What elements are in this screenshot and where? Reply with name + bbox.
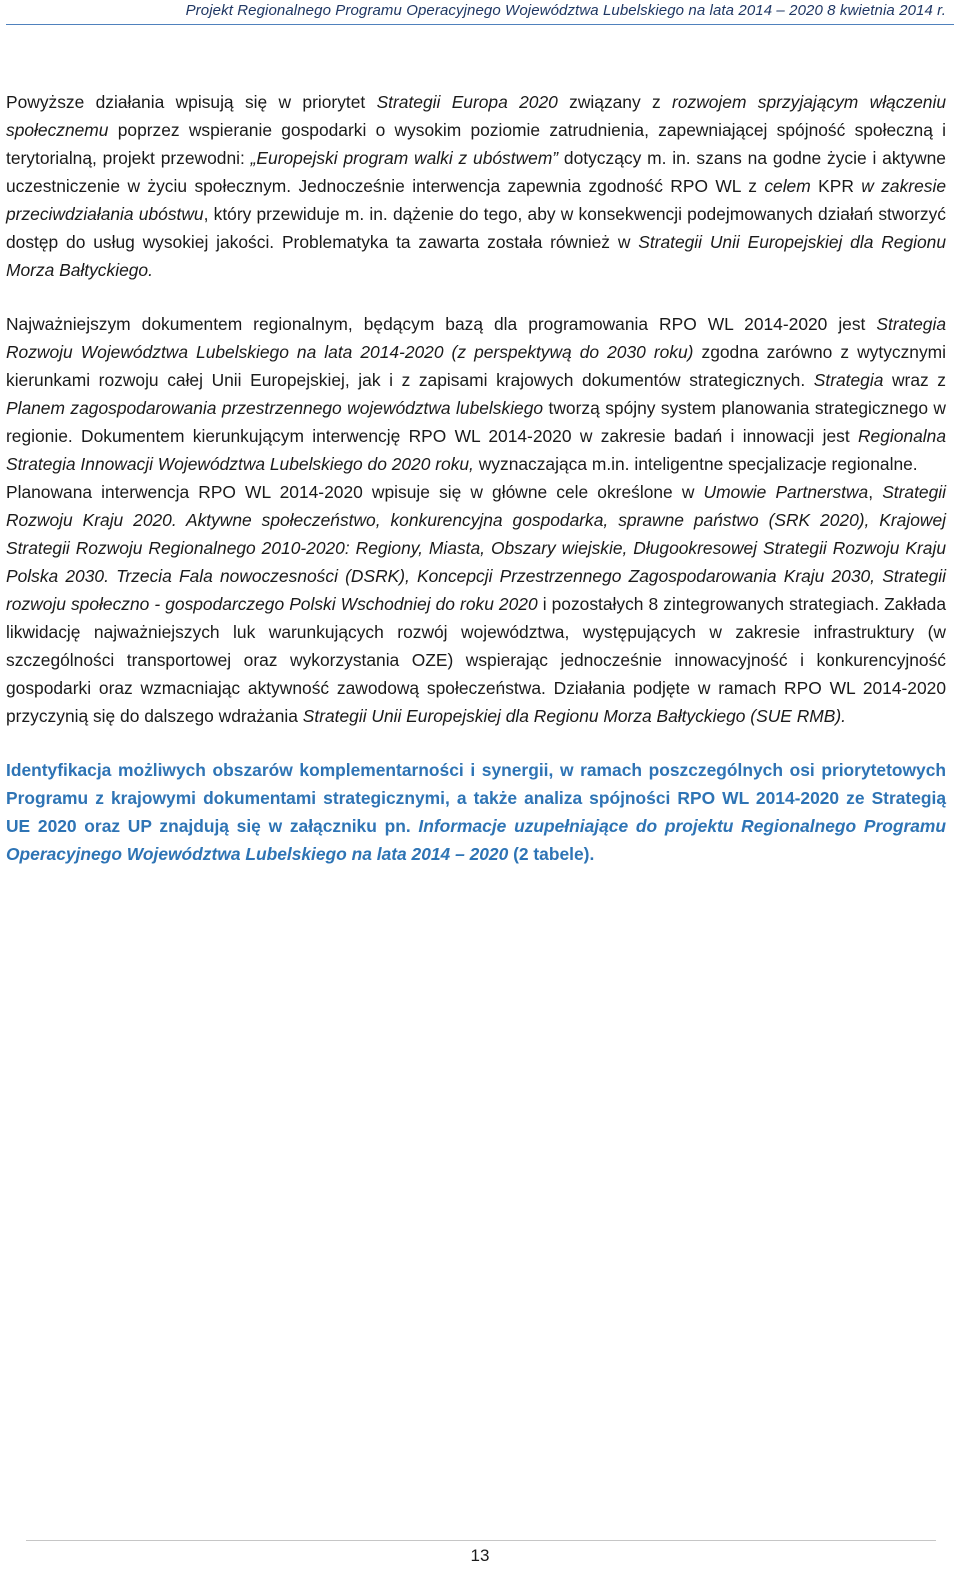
paragraph-strategia-europa: Powyższe działania wpisują się w priorytet Strategii Europa 2020 związany z rozwojem sprzyjającym włączeniu społecznemu poprzez wspieranie gospodarki o wysokim poziomie zatrudnienia, zapewniającej spójność społeczną i terytorialną, projekt przewodni: „Europejski program walki z ubóstwem” dotyczący m. in. szans na godne życie i aktywne uczestniczenie w życiu społecznym. Jednocześnie interwencja zapewnia zgodność RPO WL z celem KPR w zakresie przeciwdziałania ubóstwu, który przewiduje m. in. dążenie do tego, aby w konsekwencji podejmowanych działań stworzyć dostęp do usług wysokiej jakości. Problematyka ta zawarta została również w Strategii Unii Europejskiej dla Regionu Morza Bałtyckiego. — [6, 92, 946, 280]
header-divider — [6, 24, 954, 25]
paragraph-identyfikacja: Identyfikacja możliwych obszarów komplementarności i synergii, w ramach poszczególnych osi priorytetowych Programu z krajowymi dokumentami strategicznymi, a także analiza spójności RPO WL 2014-2020 ze Strategią UE 2020 oraz UP znajdują się w załączniku pn. Informacje uzupełniające do projektu Regionalnego Programu Operacyjnego Województwa Lubelskiego na lata 2014 – 2020 (2 tabele). — [6, 760, 947, 864]
paragraph-interwencja: Planowana interwencja RPO WL 2014-2020 wpisuje się w główne cele określone w Umowie Partnerstwa, Strategii Rozwoju Kraju 2020. Aktywne społeczeństwo, konkurencyjna gospodarka, sprawne państwo (SRK 2020), Krajowej Strategii Rozwoju Regionalnego 2010-2020: Regiony, Miasta, Obszary wiejskie, Długookresowej Strategii Rozwoju Kraju Polska 2030. Trzecia Fala nowoczesności (DSRK), Koncepcji Przestrzennego Zagospodarowania Kraju 2030, Strategii rozwoju społeczno - gospodarczego Polski Wschodniej do roku 2020 i pozostałych 8 zintegrowanych strategiach. Zakłada likwidację najważniejszych luk warunkujących rozwój województwa, występujących w zakresie infrastruktury (w szczególności transportowej oraz wykorzystania OZE) wspierając jednocześnie innowacyjność i konkurencyjność gospodarki oraz wzmacniając aktywność zawodową społeczeństwa. Działania podjęte w ramach RPO WL 2014-2020 przyczynią się do dalszego wdrażania Strategii Unii Europejskiej dla Regionu Morza Bałtyckiego (SUE RMB). — [6, 482, 946, 726]
header-title: Projekt Regionalnego Programu Operacyjnego Województwa Lubelskiego na lata 2014 – 2020 8 kwietnia 2014 r. — [185, 2, 946, 19]
page-number: 13 — [470, 1546, 490, 1565]
document-body — [6, 88, 946, 868]
page-header — [0, 0, 960, 24]
paragraph-strategia-regionalna: Najważniejszym dokumentem regionalnym, będącym bazą dla programowania RPO WL 2014-2020 jest Strategia Rozwoju Województwa Lubelskiego na lata 2014-2020 (z perspektywą do 2030 roku) zgodna zarówno z wytycznymi kierunkami rozwoju całej Unii Europejskiej, jak i z zapisami krajowych dokumentów strategicznych. Strategia wraz z Planem zagospodarowania przestrzennego województwa lubelskiego tworzą spójny system planowania strategicznego w regionie. Dokumentem kierunkującym interwencję RPO WL 2014-2020 w zakresie badań i innowacji jest Regionalna Strategia Innowacji Województwa Lubelskiego do 2020 roku, wyznaczająca m.in. inteligentne specjalizacje regionalne. — [6, 314, 947, 474]
footer-divider — [26, 1540, 936, 1541]
